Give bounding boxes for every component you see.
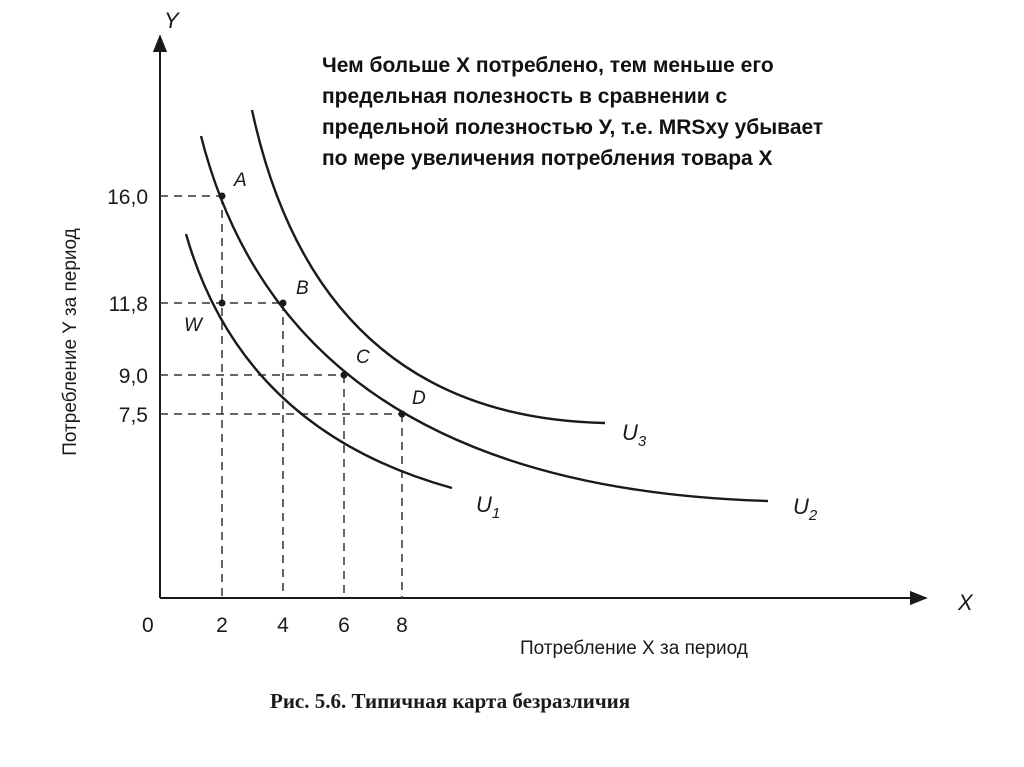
y-tick-11-8: 11,8 (108, 293, 148, 316)
explanation-text: Чем больше X потреблено, тем меньше его предельная полезность в сравнении с предельной полезностью У, т.е. MRSxy убывает по мере увеличения потребления товара X (322, 54, 824, 170)
x-axis-title: Потребление X за период (520, 638, 748, 659)
u1-label: $U_1$ (476, 492, 501, 522)
point-c-label: C (356, 347, 370, 368)
point-b (280, 300, 287, 307)
point-c (341, 372, 348, 379)
y-axis-symbol: Y (164, 8, 179, 33)
x-tick-4: 4 (277, 614, 289, 637)
x-tick-6: 6 (338, 614, 350, 637)
curve-u1 (186, 234, 452, 488)
point-d (399, 411, 406, 418)
point-w (219, 300, 226, 307)
x-tick-2: 2 (216, 614, 228, 637)
point-b-label: B (296, 278, 309, 299)
curve-u2 (201, 136, 768, 501)
point-a-label: A (234, 170, 247, 191)
x-tick-8: 8 (396, 614, 408, 637)
figure-caption: Рис. 5.6. Типичная карта безразличия (270, 689, 631, 713)
points (219, 193, 406, 418)
point-w-label: W (184, 315, 202, 336)
point-a (219, 193, 226, 200)
y-tick-16: 16,0 (107, 186, 148, 209)
y-tick-7-5: 7,5 (118, 404, 148, 427)
u3-label: $U_3$ (622, 420, 647, 450)
y-axis-title: Потребление Y за период (60, 228, 81, 456)
point-d-label: D (412, 388, 426, 409)
curve-u3 (252, 110, 605, 423)
u2-label: $U_2$ (793, 494, 818, 524)
y-tick-9: 9,0 (118, 365, 148, 388)
origin-label: 0 (142, 614, 154, 637)
x-axis-symbol: X (958, 590, 973, 615)
